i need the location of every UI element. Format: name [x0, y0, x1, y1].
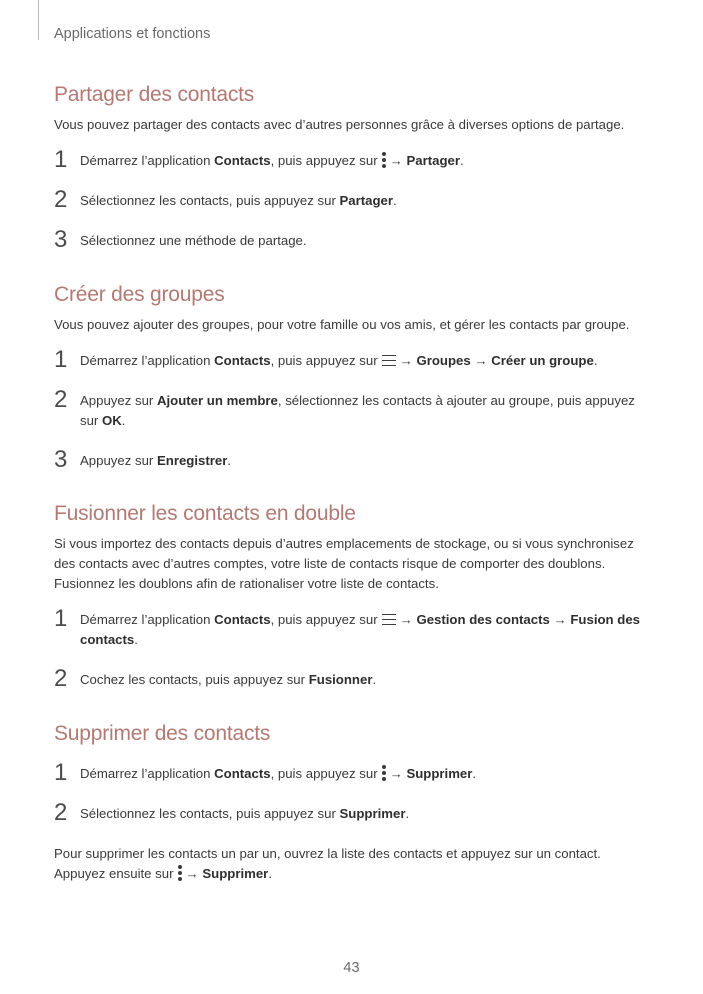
punctuation: .	[472, 766, 477, 781]
punctuation: .	[593, 353, 598, 368]
step-number: 3	[54, 226, 68, 253]
step-number: 1	[54, 346, 68, 373]
step-text: Sélectionnez une méthode de partage.	[80, 233, 307, 248]
step-number: 1	[54, 605, 68, 632]
menu-target: Groupes	[416, 353, 471, 368]
menu-icon	[382, 614, 396, 625]
step-text: Démarrez l’application	[80, 766, 215, 781]
step	[54, 446, 654, 473]
menu-target: Fusionner	[308, 672, 373, 687]
step	[54, 386, 654, 431]
step-text: Démarrez l’application	[80, 353, 215, 368]
menu-target: Enregistrer	[156, 453, 228, 468]
punctuation: .	[405, 806, 410, 821]
step-text: Appuyez sur	[80, 453, 157, 468]
step-text: , puis appuyez sur	[270, 766, 378, 781]
menu-target: Supprimer	[406, 766, 473, 781]
app-name: Contacts	[214, 612, 271, 627]
arrow-icon: →	[389, 153, 403, 168]
menu-target: Fusion des contacts	[80, 612, 640, 647]
step	[54, 186, 654, 213]
section-intro: Vous pouvez partager des contacts avec d’autres personnes grâce à diverses options de partage.	[54, 117, 625, 132]
note-text: Pour supprimer les contacts un par un, ouvrez la liste des contacts et appuyez sur un contact. Appuyez ensuite sur	[54, 846, 601, 881]
delete-note	[54, 844, 654, 884]
punctuation: .	[393, 193, 397, 208]
menu-target: Gestion des contacts	[416, 612, 550, 627]
arrow-icon: →	[399, 612, 413, 627]
section-create-groups	[54, 282, 654, 471]
section-intro: Vous pouvez ajouter des groupes, pour votre famille ou vos amis, et gérer les contacts par groupe.	[54, 317, 630, 332]
arrow-icon: →	[474, 353, 488, 368]
section-delete-contacts	[54, 721, 654, 884]
step-text: , puis appuyez sur	[270, 353, 378, 368]
step	[54, 605, 654, 650]
menu-target: Partager	[406, 153, 460, 168]
step-list	[54, 146, 654, 253]
step	[54, 759, 654, 786]
menu-target: Supprimer	[202, 866, 269, 881]
arrow-icon: →	[185, 866, 199, 881]
punctuation: .	[268, 866, 272, 881]
punctuation: .	[227, 453, 232, 468]
section-title: Créer des groupes	[54, 283, 225, 306]
punctuation: .	[459, 153, 464, 168]
punctuation: .	[121, 413, 126, 428]
step-number: 2	[54, 799, 68, 826]
app-name: Contacts	[214, 353, 271, 368]
step-number: 2	[54, 186, 68, 213]
menu-target: Partager	[339, 193, 394, 208]
more-options-icon	[382, 152, 386, 168]
arrow-icon: →	[553, 612, 567, 627]
step-list	[54, 346, 654, 473]
step-number: 1	[54, 759, 68, 786]
section-share-contacts	[54, 82, 654, 251]
app-name: Contacts	[214, 766, 271, 781]
step-text: Démarrez l’application	[80, 612, 215, 627]
more-options-icon	[382, 765, 386, 781]
running-header: Applications et fonctions	[54, 26, 211, 42]
step	[54, 799, 654, 826]
more-options-icon	[178, 865, 182, 881]
page-number: 43	[343, 960, 360, 976]
menu-target: Supprimer	[339, 806, 406, 821]
step-number: 2	[54, 386, 68, 413]
section-intro: Si vous importez des contacts depuis d’autres emplacements de stockage, ou si vous synchronisez des contacts avec d’autres comptes, votre liste de contacts risque de comporter des doublons. Fusionnez les doublons afin de rationaliser votre liste de contacts.	[54, 536, 634, 591]
arrow-icon: →	[399, 353, 413, 368]
section-title: Supprimer des contacts	[54, 722, 271, 745]
step	[54, 146, 654, 173]
step-text: , sélectionnez les contacts à ajouter au groupe, puis appuyez sur	[80, 393, 635, 428]
step-text: Démarrez l’application	[80, 153, 215, 168]
arrow-icon: →	[389, 766, 403, 781]
step-text: Appuyez sur	[80, 393, 157, 408]
section-title: Partager des contacts	[54, 83, 255, 106]
menu-target: Créer un groupe	[491, 353, 594, 368]
step	[54, 665, 654, 692]
section-title: Fusionner les contacts en double	[54, 502, 356, 525]
step-text: , puis appuyez sur	[270, 153, 378, 168]
menu-target: OK	[101, 413, 122, 428]
step-text: , puis appuyez sur	[270, 612, 378, 627]
section-merge-duplicates	[54, 501, 654, 690]
step-number: 3	[54, 446, 68, 473]
punctuation: .	[134, 632, 138, 647]
step-list	[54, 759, 654, 826]
step-list	[54, 605, 654, 692]
app-name: Contacts	[214, 153, 271, 168]
menu-icon	[382, 355, 396, 366]
punctuation: .	[372, 672, 377, 687]
step-number: 2	[54, 665, 68, 692]
step-number: 1	[54, 146, 68, 173]
menu-target: Ajouter un membre	[156, 393, 278, 408]
step-text: Sélectionnez les contacts, puis appuyez sur	[80, 193, 340, 208]
step-text: Cochez les contacts, puis appuyez sur	[80, 672, 309, 687]
step-text: Sélectionnez les contacts, puis appuyez sur	[80, 806, 340, 821]
page-margin-rule	[38, 0, 39, 40]
step	[54, 226, 654, 253]
step	[54, 346, 654, 373]
